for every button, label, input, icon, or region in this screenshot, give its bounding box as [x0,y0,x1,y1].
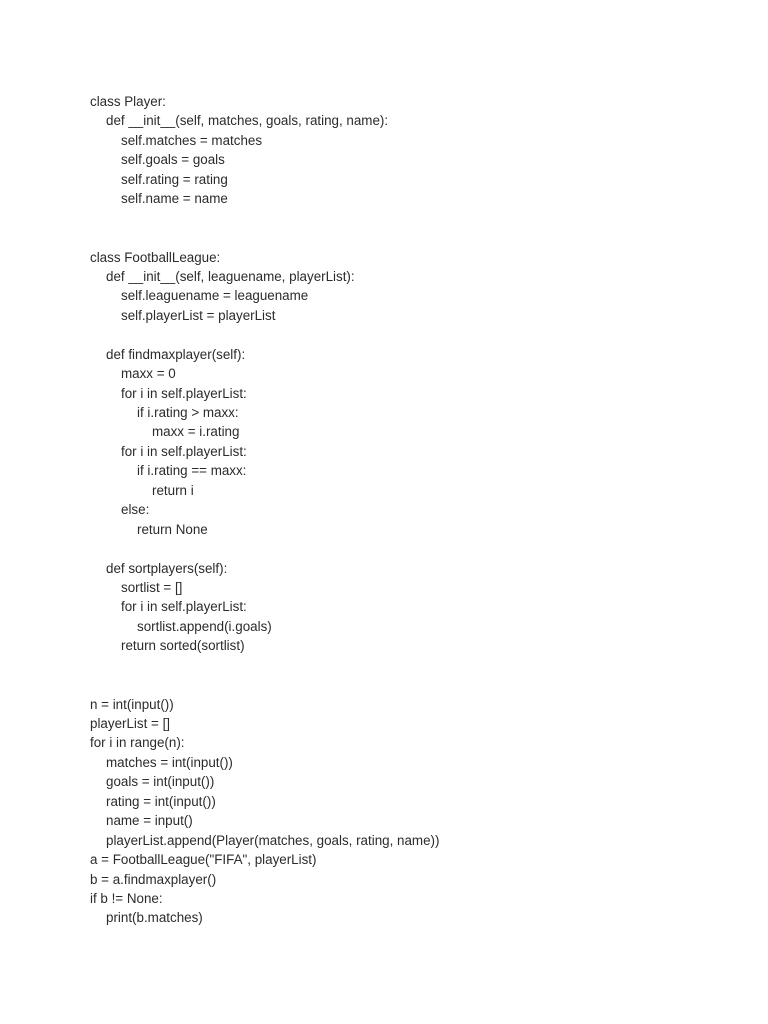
code-line: sortlist.append(i.goals) [137,618,272,634]
code-line: print(b.matches) [106,910,203,926]
code-line: def sortplayers(self): [106,560,228,576]
code-line: self.rating = rating [121,171,228,187]
code-line: def __init__(self, matches, goals, rating, name): [106,113,389,129]
blank-line [90,539,439,558]
code-line: if i.rating == maxx: [137,463,247,479]
code-line: maxx = i.rating [152,424,240,440]
code-line: for i in range(n): [90,735,185,751]
code-line: return i [152,482,194,498]
code-line: playerList = [] [90,716,171,731]
code-line: for i in self.playerList: [121,385,247,401]
code-line: maxx = 0 [121,366,176,382]
blank-line [90,228,439,247]
code-line: for i in self.playerList: [121,443,247,459]
code-line: for i in self.playerList: [121,599,247,615]
blank-line [90,656,439,675]
code-line: else: [121,502,150,518]
code-line: def __init__(self, leaguename, playerList): [106,268,355,284]
code-line: self.name = name [121,191,228,207]
code-line: goals = int(input()) [106,774,215,790]
code-line: return None [137,521,208,537]
code-line: self.goals = goals [121,152,225,168]
code-line: def findmaxplayer(self): [106,346,246,362]
code-line: rating = int(input()) [106,793,216,809]
blank-line [90,325,439,344]
code-line: a = FootballLeague("FIFA", playerList) [90,852,317,868]
code-line: name = input() [106,813,193,829]
code-line: playerList.append(Player(matches, goals, rating, name)) [106,832,440,848]
code-line: b = a.findmaxplayer() [90,871,217,887]
code-line: class Player: [90,94,166,109]
code-line: self.matches = matches [121,132,263,148]
blank-line [90,675,439,694]
code-line: if b != None: [90,890,163,906]
code-line: sortlist = [] [121,579,183,595]
code-line: matches = int(input()) [106,754,233,770]
code-line: self.playerList = playerList [121,307,276,323]
code-line: class FootballLeague: [90,249,221,265]
code-line: n = int(input()) [90,696,174,712]
code-line: if i.rating > maxx: [137,405,239,420]
blank-line [90,209,439,228]
code-line: return sorted(sortlist) [121,638,245,654]
code-line: self.leaguename = leaguename [121,288,309,304]
code-block [90,92,439,928]
